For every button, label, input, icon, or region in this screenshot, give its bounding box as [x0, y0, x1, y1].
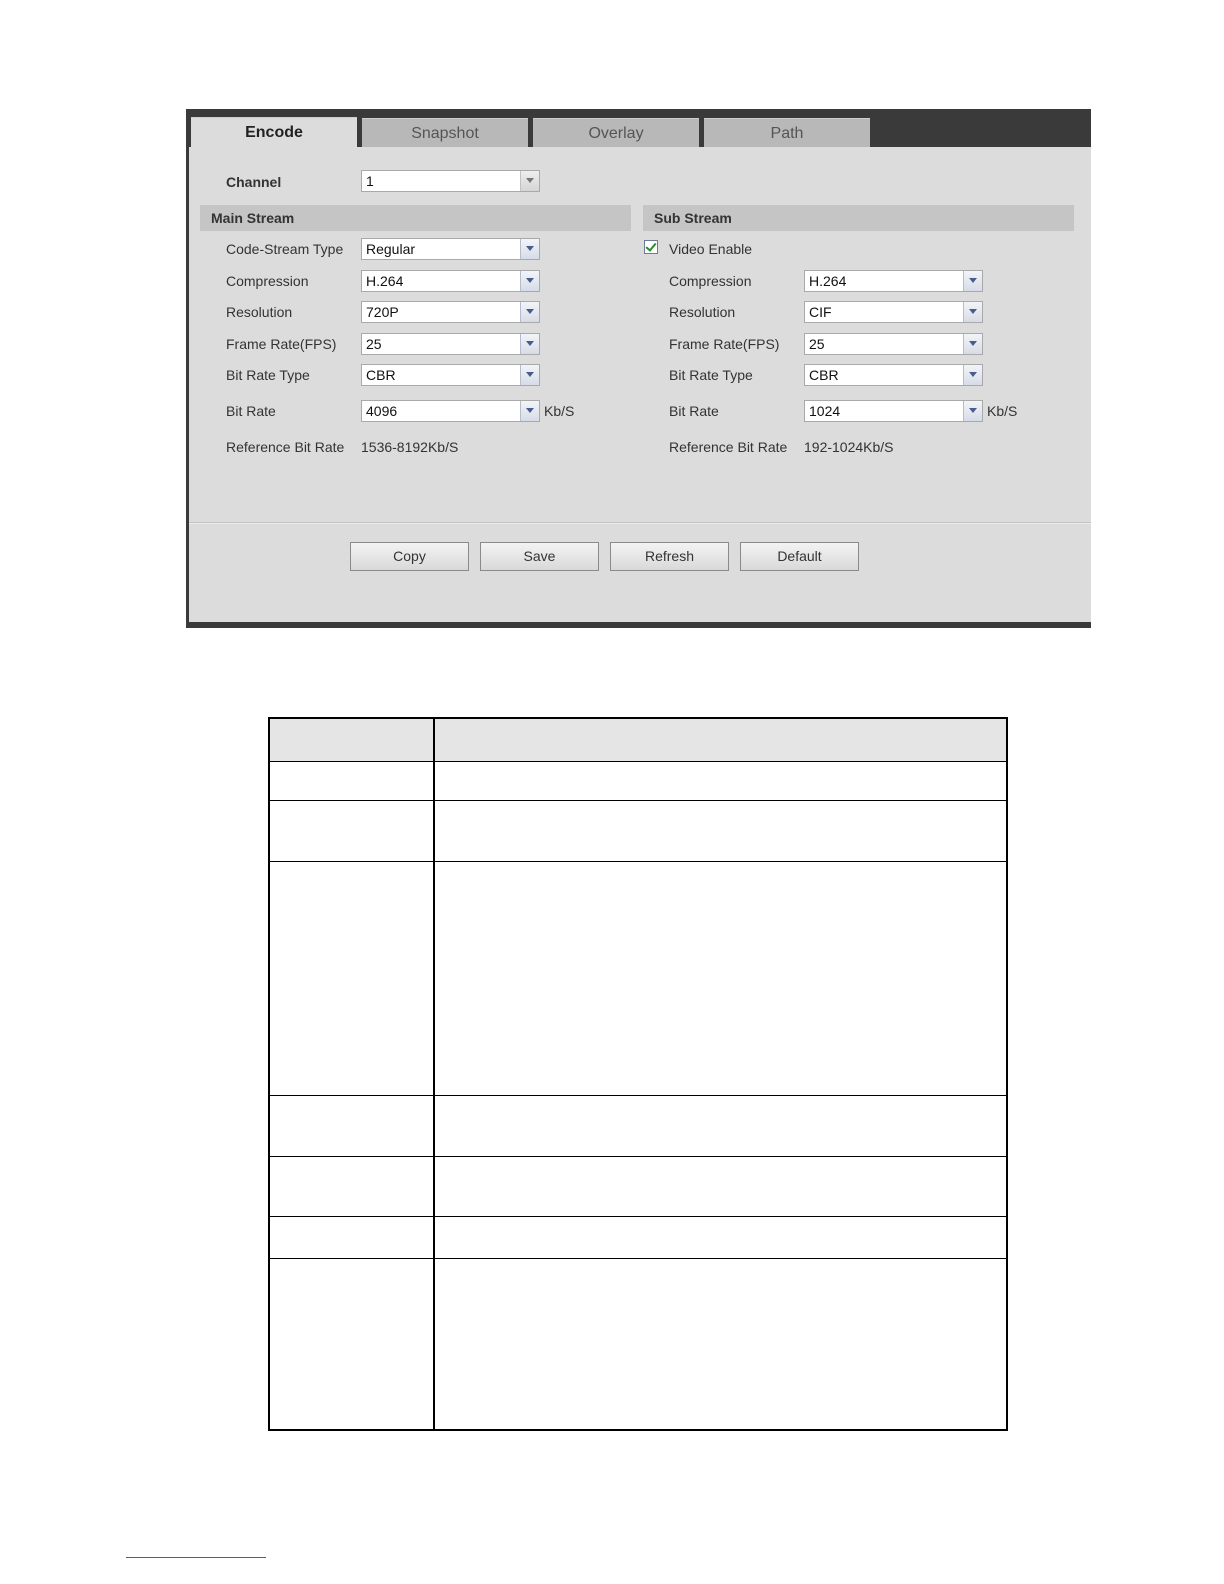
footnote-rule: [126, 1557, 266, 1558]
sub-resolution-label: Resolution: [669, 304, 736, 320]
chevron-down-icon: [520, 302, 539, 322]
table-row: [270, 1217, 1006, 1259]
copy-button[interactable]: Copy: [350, 542, 469, 571]
main-code-stream-type-value: Regular: [366, 241, 416, 257]
default-button[interactable]: Default: [740, 542, 859, 571]
table-row: [270, 1259, 1006, 1429]
parameter-table: [268, 717, 1008, 1431]
chevron-down-icon: [963, 302, 982, 322]
video-enable-checkbox[interactable]: [644, 240, 658, 254]
table-row: [270, 862, 1006, 1096]
sub-frame-rate-value: 25: [809, 336, 825, 352]
main-reference-bit-rate-label: Reference Bit Rate: [226, 439, 345, 455]
sub-bit-rate-value: 1024: [809, 403, 841, 419]
video-enable-label: Video Enable: [669, 241, 753, 257]
chevron-down-icon: [963, 271, 982, 291]
channel-value: 1: [366, 173, 374, 189]
sub-frame-rate-select[interactable]: [804, 333, 983, 355]
main-compression-label: Compression: [226, 273, 309, 289]
main-bit-rate-label: Bit Rate: [226, 403, 276, 419]
main-bit-rate-value: 4096: [366, 403, 398, 419]
tab-encode[interactable]: Encode: [191, 117, 357, 148]
chevron-down-icon: [520, 334, 539, 354]
main-bit-rate-select[interactable]: [361, 400, 540, 422]
encode-settings-panel: [186, 109, 1091, 628]
sub-resolution-select[interactable]: [804, 301, 983, 323]
main-bit-rate-type-value: CBR: [366, 367, 396, 383]
sub-bit-rate-type-label: Bit Rate Type: [669, 367, 753, 383]
chevron-down-icon: [520, 239, 539, 259]
sub-frame-rate-label: Frame Rate(FPS): [669, 336, 780, 352]
main-code-stream-type-select[interactable]: [361, 238, 540, 260]
main-frame-rate-select[interactable]: [361, 333, 540, 355]
main-resolution-label: Resolution: [226, 304, 293, 320]
channel-select[interactable]: [361, 170, 540, 192]
tab-bar: [189, 109, 1091, 147]
channel-label: Channel: [226, 174, 282, 190]
main-compression-select[interactable]: [361, 270, 540, 292]
main-bit-rate-type-select[interactable]: [361, 364, 540, 386]
tab-path[interactable]: Path: [704, 118, 870, 147]
sub-compression-select[interactable]: [804, 270, 983, 292]
chevron-down-icon: [963, 334, 982, 354]
chevron-down-icon: [963, 401, 982, 421]
chevron-down-icon: [963, 365, 982, 385]
main-bit-rate-type-label: Bit Rate Type: [226, 367, 310, 383]
table-row: [270, 762, 1006, 801]
save-button[interactable]: Save: [480, 542, 599, 571]
main-frame-rate-label: Frame Rate(FPS): [226, 336, 337, 352]
main-code-stream-type-label: Code-Stream Type: [226, 241, 344, 257]
chevron-down-icon: [520, 271, 539, 291]
sub-reference-bit-rate-label: Reference Bit Rate: [669, 439, 788, 455]
table-row: [270, 1096, 1006, 1157]
sub-stream-header: Sub Stream: [643, 205, 1074, 231]
refresh-button[interactable]: Refresh: [610, 542, 729, 571]
main-resolution-value: 720P: [366, 304, 399, 320]
main-resolution-select[interactable]: [361, 301, 540, 323]
tab-overlay[interactable]: Overlay: [533, 118, 699, 147]
sub-resolution-value: CIF: [809, 304, 832, 320]
table-column-divider: [433, 719, 435, 1429]
table-row: [270, 1157, 1006, 1217]
main-compression-value: H.264: [366, 273, 404, 289]
main-frame-rate-value: 25: [366, 336, 382, 352]
sub-compression-label: Compression: [669, 273, 752, 289]
sub-bit-rate-unit: Kb/S: [987, 403, 1018, 419]
sub-bit-rate-label: Bit Rate: [669, 403, 719, 419]
panel-divider: [189, 522, 1091, 524]
sub-bit-rate-type-select[interactable]: [804, 364, 983, 386]
sub-compression-value: H.264: [809, 273, 847, 289]
sub-bit-rate-select[interactable]: [804, 400, 983, 422]
sub-bit-rate-type-value: CBR: [809, 367, 839, 383]
main-stream-header: Main Stream: [200, 205, 631, 231]
main-reference-bit-rate-value: 1536-8192Kb/S: [361, 439, 459, 455]
chevron-down-icon: [520, 365, 539, 385]
chevron-down-icon: [520, 401, 539, 421]
tab-snapshot[interactable]: Snapshot: [362, 118, 528, 147]
table-header-row: [270, 719, 1006, 762]
chevron-down-icon: [520, 171, 539, 191]
main-bit-rate-unit: Kb/S: [544, 403, 575, 419]
sub-reference-bit-rate-value: 192-1024Kb/S: [804, 439, 894, 455]
table-row: [270, 801, 1006, 862]
